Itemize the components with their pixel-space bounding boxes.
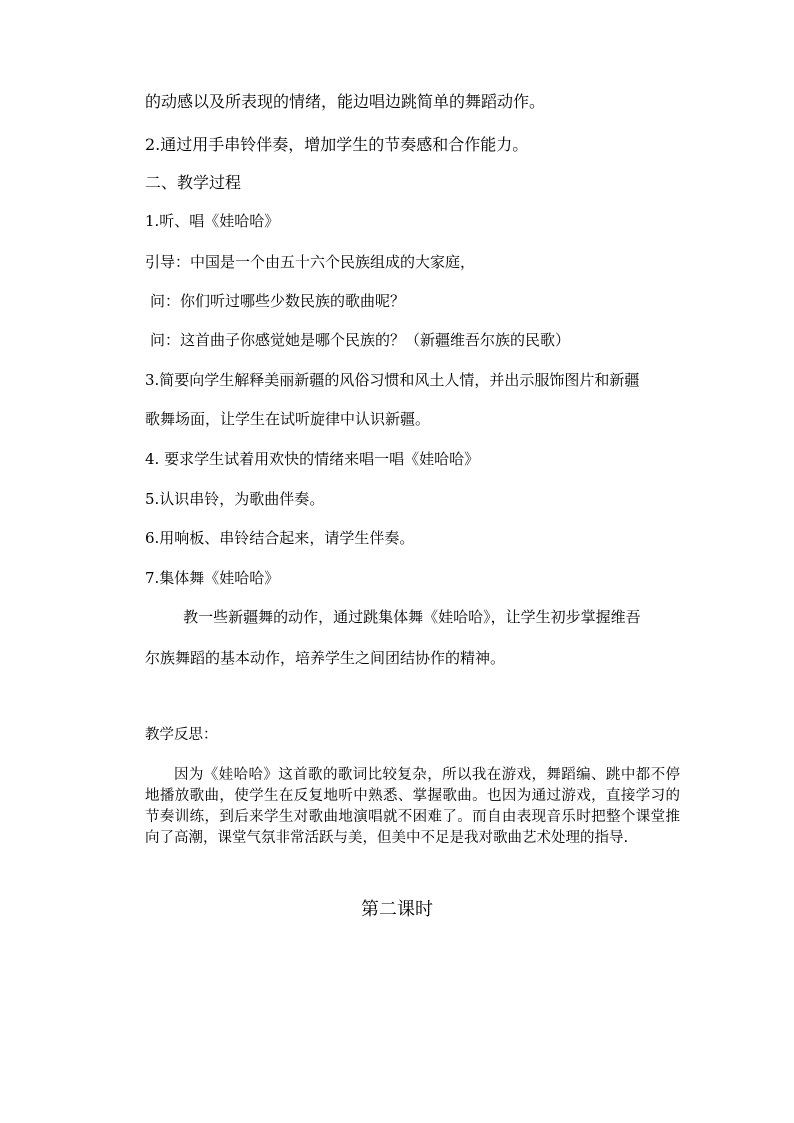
objective-line-1: 的动感以及所表现的情绪，能边唱边跳简单的舞蹈动作。 [145,92,546,111]
step-3-line-2: 歌舞场面，让学生在试听旋律中认识新疆。 [145,410,431,428]
step-7-desc-line-2: 尔族舞蹈的基本动作，培养学生之间团结协作的精神。 [145,649,506,667]
step-7: 7.集体舞《娃哈哈》 [145,569,280,587]
step-1: 1.听、唱《娃哈哈》 [145,212,280,230]
step-6: 6.用响板、串铃结合起来，请学生伴奏。 [145,529,415,547]
step-5: 5.认识串铃，为歌曲伴奏。 [145,490,325,508]
question-2: 问：这首曲子你感觉她是哪个民族的？（新疆维吾尔族的民歌） [150,331,571,349]
section-title-process: 二、教学过程 [145,173,242,192]
question-1: 问：你们听过哪些少数民族的歌曲呢？ [150,292,406,310]
objective-line-2: 2.通过用手串铃伴奏，增加学生的节奏感和合作能力。 [145,135,529,154]
step-3-line-1: 3.简要向学生解释美丽新疆的风俗习惯和风土人情，并出示服饰图片和新疆 [145,371,640,389]
reflection-title: 教学反思： [145,727,218,743]
intro-line: 引导：中国是一个由五十六个民族组成的大家庭， [145,253,476,271]
reflection-paragraph: 因为《娃哈哈》这首歌的歌词比较复杂，所以我在游戏，舞蹈编、跳中都不停地播放歌曲，使学生在反复地听中熟悉、掌握歌曲。也因为通过游戏，直接学习的节奏训练，到后来学生对歌曲地演唱就不困难了。而自由表现音乐时把整个课堂推向了高潮，课堂气氛非常活跃与美，但美中不足是我对歌曲艺术处理的指导. [145,767,680,846]
step-7-desc-line-1: 教一些新疆舞的动作，通过跳集体舞《娃哈哈》，让学生初步掌握维吾 [145,608,641,626]
step-4: 4. 要求学生试着用欢快的情绪来唱一唱《娃哈哈》 [145,450,480,468]
section-heading: 第二课时 [361,899,433,920]
